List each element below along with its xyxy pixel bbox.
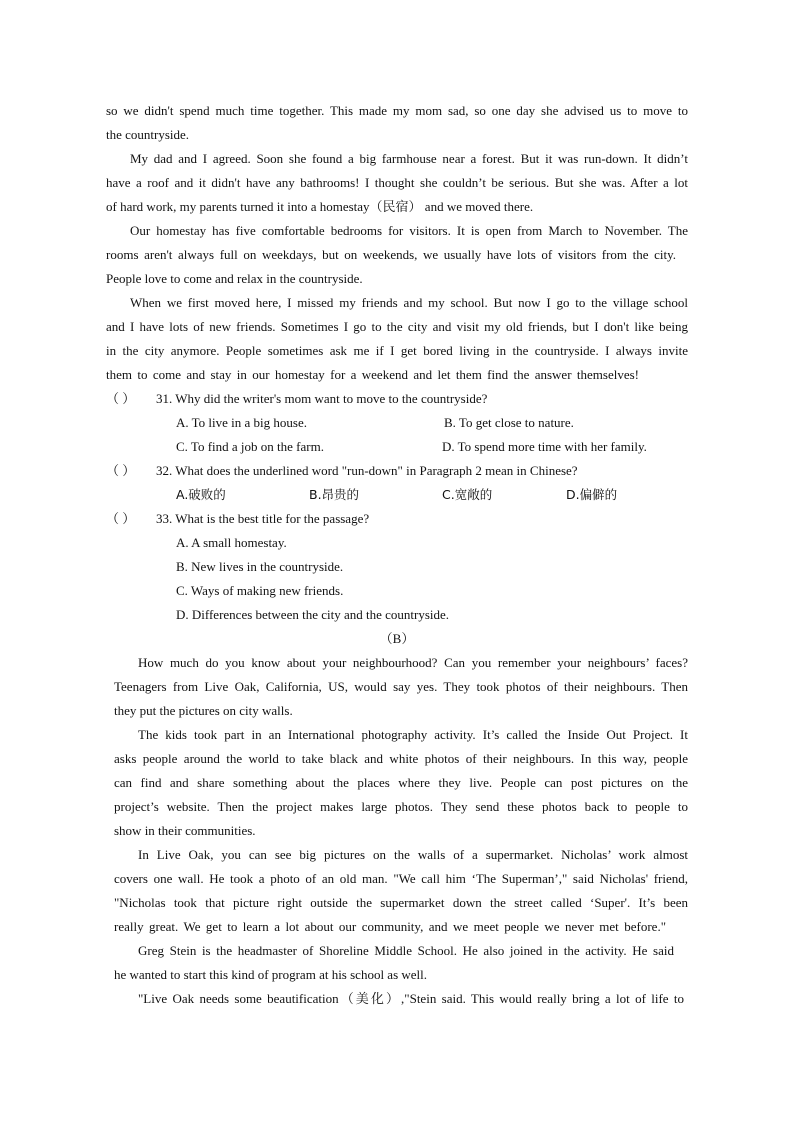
text-line: "Live Oak needs some beautification（美化）,"Stein said. This would really bring a lot of life to — [138, 991, 684, 1006]
answer-bracket[interactable]: （ ） — [106, 463, 136, 478]
option-a: A. A small homestay. — [176, 535, 287, 550]
question-text: 33. What is the best title for the passage? — [156, 511, 370, 526]
text-line: Greg Stein is the headmaster of Shoreline Middle School. He also joined in the activity. He said — [138, 943, 674, 958]
text-line: can find and share something about the places where they live. People can post pictures on the — [114, 775, 688, 790]
text-line: Teenagers from Live Oak, California, US, would say yes. They took photos of their neighbours. Then — [114, 679, 688, 694]
text-line: My dad and I agreed. Soon she found a big farmhouse near a forest. But it was run-down. It didn’t — [130, 151, 688, 166]
option-c: C. Ways of making new friends. — [176, 583, 344, 598]
text-line: so we didn't spend much time together. This made my mom sad, so one day she advised us to move to — [106, 103, 688, 118]
text-line: they put the pictures on city walls. — [114, 703, 293, 718]
text-line: of hard work, my parents turned it into a homestay（民宿） and we moved there. — [106, 199, 534, 214]
text-line: How much do you know about your neighbourhood? Can you remember your neighbours’ faces? — [138, 655, 688, 670]
option-c: C.宽敞的 — [442, 487, 493, 502]
answer-bracket[interactable]: （ ） — [106, 391, 136, 406]
text-line: he wanted to start this kind of program at his school as well. — [114, 967, 428, 982]
text-line: in the city anymore. People sometimes ask me if I get bored living in the countryside. I always invite — [106, 343, 688, 358]
text-line: rooms aren't always full on weekdays, but on weekends, we usually have lots of visitors from the city. — [106, 247, 676, 262]
option-d: D. To spend more time with her family. — [442, 439, 647, 454]
text-line: The kids took part in an International photography activity. It’s called the Inside Out Project. It — [138, 727, 688, 742]
option-b: B.昂贵的 — [309, 487, 360, 502]
option-a: A. To live in a big house. — [176, 415, 308, 430]
question-text: 32. What does the underlined word "run-down" in Paragraph 2 mean in Chinese? — [156, 463, 578, 478]
text-line: People love to come and relax in the countryside. — [106, 271, 363, 286]
text-line: asks people around the world to take black and white photos of their neighbours. In this way, people — [114, 751, 688, 766]
option-b: B. New lives in the countryside. — [176, 559, 344, 574]
text-line: the countryside. — [106, 127, 190, 142]
text-line: "Nicholas took that picture right outside the supermarket down the street called ‘Super'. It’s been — [114, 895, 688, 910]
text-line: and I have lots of new friends. Sometimes I go to the city and visit my old friends, but I don't like being — [106, 319, 688, 334]
text-line: Our homestay has five comfortable bedrooms for visitors. It is open from March to November. The — [130, 223, 688, 238]
text-line: have a roof and it didn't have any bathrooms! I thought she couldn’t be serious. But she was. After a lot — [106, 175, 688, 190]
option-a: A.破败的 — [176, 487, 226, 502]
text-line: In Live Oak, you can see big pictures on the walls of a supermarket. Nicholas’ work almost — [138, 847, 688, 862]
text-line: When we first moved here, I missed my friends and my school. But now I go to the village school — [130, 295, 688, 310]
answer-bracket[interactable]: （ ） — [106, 511, 136, 526]
section-b-heading: （B） — [379, 631, 415, 646]
option-c: C. To find a job on the farm. — [176, 439, 324, 454]
text-line: covers one wall. He took a photo of an old man. "We call him ‘The Superman’," said Nicholas' friend, — [114, 871, 688, 886]
option-d: D. Differences between the city and the countryside. — [176, 607, 450, 622]
text-line: show in their communities. — [114, 823, 256, 838]
text-line: project’s website. Then the project makes large photos. They send these photos back to people to — [114, 799, 688, 814]
option-d: D.偏僻的 — [566, 487, 618, 502]
question-text: 31. Why did the writer's mom want to move to the countryside? — [156, 391, 488, 406]
text-line: them to come and stay in our homestay for a weekend and let them find the answer themselves! — [106, 367, 639, 382]
text-line: really great. We get to learn a lot about our community, and we meet people we never met before." — [114, 919, 666, 934]
option-b: B. To get close to nature. — [444, 415, 574, 430]
